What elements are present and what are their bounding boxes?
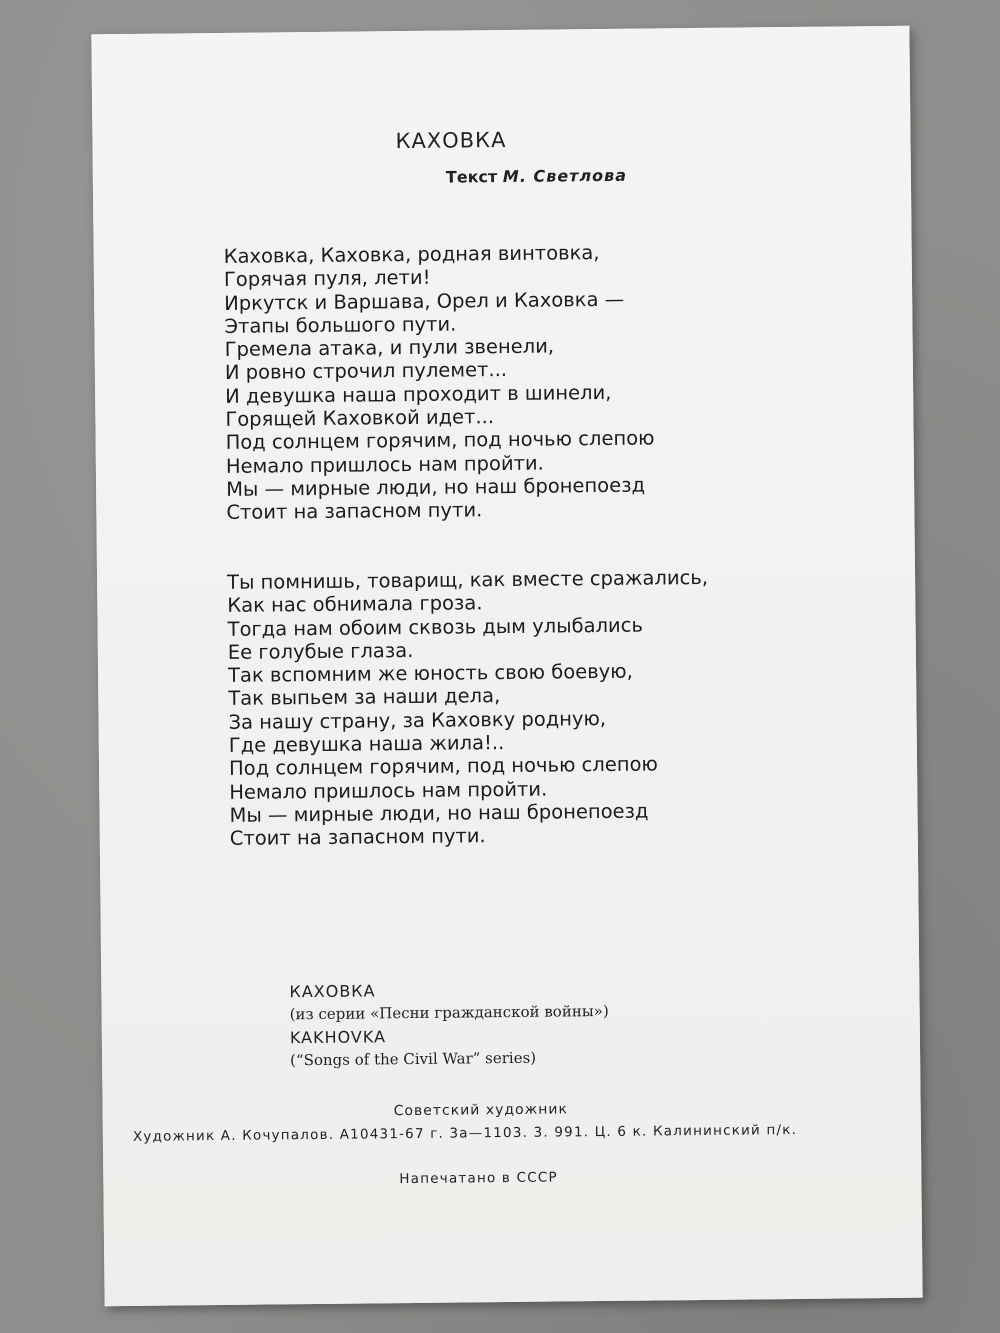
- credit-title-en: KAKHOVKA: [289, 1027, 387, 1048]
- verse-line: Ты помнишь, товарищ, как вместе сражались,: [226, 565, 709, 594]
- verse-line: Иркутск и Варшава, Орел и Каховка —: [224, 287, 625, 315]
- postcard: [91, 26, 922, 1306]
- author-name: М. Светлова: [502, 165, 628, 187]
- verse-line: Гремела атака, и пули звенели,: [224, 334, 555, 362]
- verse-line: Мы — мирные люди, но наш бронепоезд: [226, 473, 646, 501]
- imprint-line: Художник А. Кочупалов. А10431-67 г. 3а—1103. 3. 991. Ц. 6 к. Калининский п/к.: [132, 1121, 798, 1145]
- author-prefix: Текст: [445, 167, 498, 187]
- credit-series-ru: (из серии «Песни гражданской войны»): [289, 1001, 609, 1024]
- verse-line: Горячая пуля, лети!: [223, 266, 431, 292]
- verse-line: Стоит на запасном пути.: [229, 824, 486, 851]
- verse-line: Горящей Каховкой идет...: [225, 405, 495, 432]
- verse-line: Так выпьем за наши дела,: [228, 684, 501, 711]
- series-credits: [289, 977, 609, 1072]
- verse-line: И девушка наша проходит в шинели,: [225, 380, 612, 408]
- verse-line: Немало пришлось нам пройти.: [229, 777, 548, 804]
- credit-series-en: (“Songs of the Civil War” series): [290, 1048, 537, 1070]
- verse-line: Под солнцем горячим, под ночью слепою: [228, 752, 659, 781]
- verse-line: Каховка, Каховка, родная винтовка,: [223, 241, 600, 268]
- verse-1: [224, 240, 656, 524]
- verse-line: Немало пришлось нам пройти.: [225, 451, 544, 478]
- credit-title-ru: КАХОВКА: [289, 981, 376, 1002]
- verse-line: Как нас обнимала гроза.: [227, 591, 483, 618]
- verse-line: Тогда нам обоим сквозь дым улыбались: [227, 613, 643, 641]
- verse-line: Ее голубые глаза.: [227, 638, 414, 664]
- verse-2: [227, 566, 711, 851]
- verse-line: Под солнцем горячим, под ночью слепою: [225, 426, 655, 455]
- verse-line: И ровно строчил пулемет...: [224, 358, 508, 385]
- verse-line: Мы — мирные люди, но наш бронепоезд: [229, 799, 649, 827]
- verse-line: Этапы большого пути.: [224, 312, 457, 338]
- song-title: КАХОВКА: [395, 127, 507, 154]
- printed-in: Напечатано в СССР: [399, 1169, 558, 1188]
- verse-line: Так вспомним же юность свою боевую,: [227, 659, 633, 688]
- verse-line: Где девушка наша жила!..: [228, 731, 505, 757]
- verse-line: Стоит на запасном пути.: [226, 498, 483, 525]
- lyrics-author: [446, 166, 627, 187]
- publisher: Советский художник: [393, 1101, 569, 1120]
- verse-line: За нашу страну, за Каховку родную,: [228, 706, 607, 734]
